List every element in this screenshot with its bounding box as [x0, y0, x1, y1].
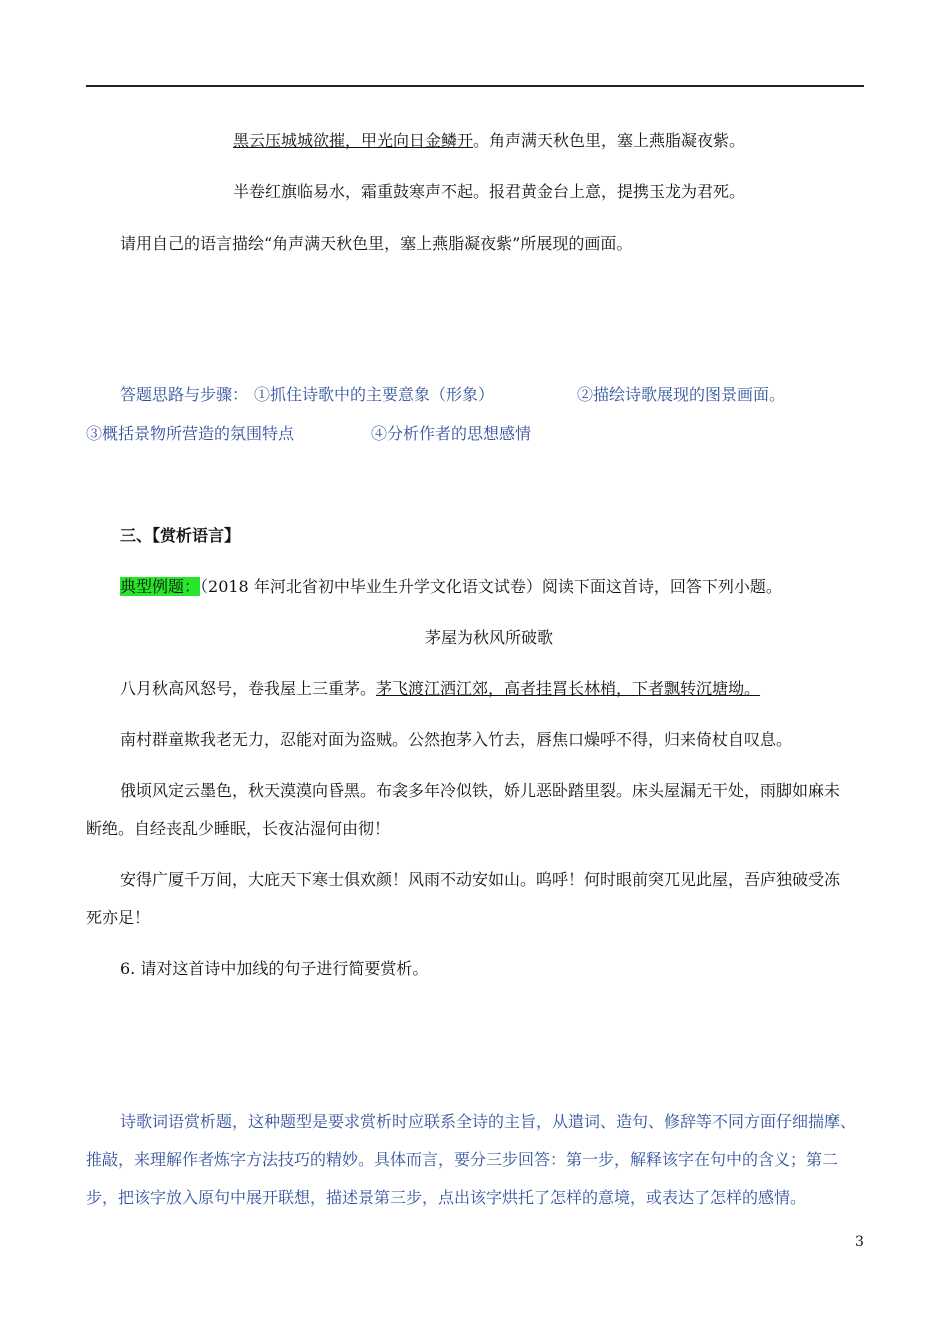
tip-step-1: ①抓住诗歌中的主要意象（形象）: [254, 385, 495, 404]
poem2-title: 茅屋为秋风所破歌: [425, 628, 554, 647]
analysis-line-3: 步，把该字放入原句中展开联想，描述景第三步，点出该字烘托了怎样的意境，或表达了怎样的感情。: [86, 1188, 807, 1207]
tip-step-4: ④分析作者的思想感情: [371, 424, 532, 443]
analysis-line-1: 诗歌词语赏析题，这种题型是要求赏析时应联系全诗的主旨，从遣词、造句、修辞等不同方面仔细揣摩、: [120, 1112, 857, 1131]
poem1-line1-rest: 。角声满天秋色里，塞上燕脂凝夜紫。: [473, 131, 746, 150]
poem2-stanza-4-line1: 安得广厦千万间，大庇天下寒士俱欢颜！风雨不动安如山。呜呼！何时眼前突兀见此屋，吾庐独破受冻: [120, 870, 841, 889]
poem2-stanza-4-line2: 死亦足！: [86, 908, 151, 927]
analysis-line-2: 推敲，来理解作者炼字方法技巧的精妙。具体而言，要分三步回答：第一步，解释该字在句中的含义；第二: [86, 1150, 839, 1169]
example-label-highlight: 典型例题：: [120, 577, 201, 596]
example-line: [120, 576, 782, 598]
question-1: 请用自己的语言描绘“角声满天秋色里，塞上燕脂凝夜紫”所展现的画面。: [120, 234, 633, 253]
section-heading: 三、【赏析语言】: [120, 526, 241, 545]
tip-step-3: ③概括景物所营造的氛围特点: [86, 424, 295, 443]
poem2-stanza-3-line2: 断绝。自经丧乱少睡眠，长夜沾湿何由彻！: [86, 819, 391, 838]
page-number: 3: [855, 1234, 864, 1250]
poem2-underlined-sentence: 茅飞渡江洒江郊，高者挂罥长林梢，下者飘转沉塘坳。: [376, 679, 761, 698]
poem2-stanza-3-line1: 俄顷风定云墨色，秋天漠漠向昏黑。布衾多年冷似铁，娇儿恶卧踏里裂。床头屋漏无干处，雨脚如麻未: [120, 781, 841, 800]
example-text: （2018 年河北省初中毕业生升学文化语文试卷）阅读下面这首诗，回答下列小题。: [200, 577, 782, 596]
poem2-stanza-1-plain: 八月秋高风怒号，卷我屋上三重茅。: [120, 679, 377, 698]
poem2-stanza-1: [120, 678, 760, 700]
poem1-line1: [233, 130, 745, 152]
question-6: 6. 请对这首诗中加线的句子进行简要赏析。: [120, 959, 429, 978]
poem1-line2: 半卷红旗临易水，霜重鼓寒声不起。报君黄金台上意，提携玉龙为君死。: [233, 182, 746, 201]
header-rule: [86, 85, 864, 87]
tip-step-2: ②描绘诗歌展现的图景画面。: [577, 385, 786, 404]
poem1-underlined-phrase: 黑云压城城欲摧，甲光向日金鳞开: [233, 131, 474, 150]
poem2-stanza-2: 南村群童欺我老无力，忍能对面为盗贼。公然抱茅入竹去，唇焦口燥呼不得，归来倚杖自叹息。: [120, 730, 793, 749]
tips-label: 答题思路与步骤：: [120, 385, 249, 404]
